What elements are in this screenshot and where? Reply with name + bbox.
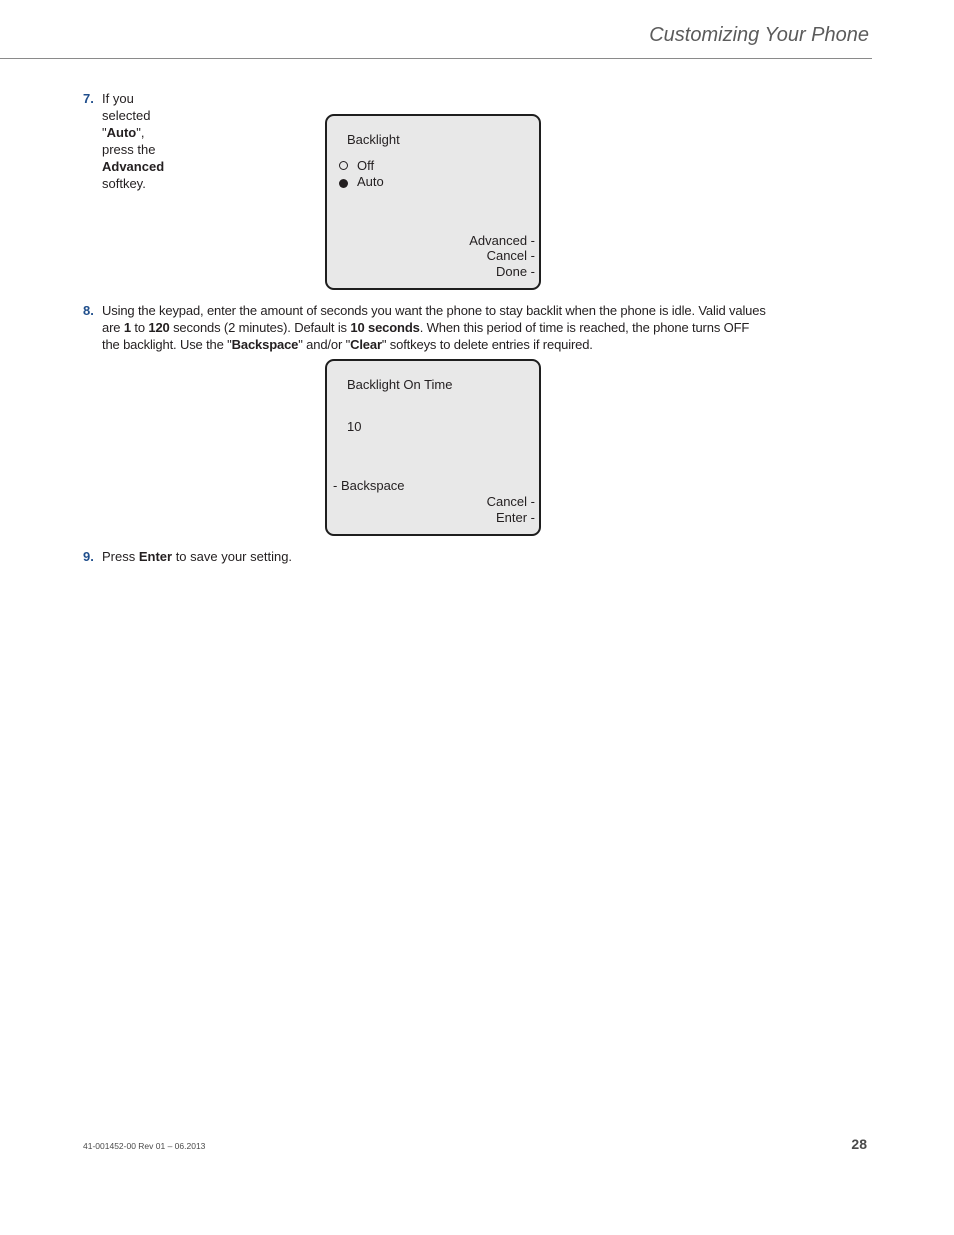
option-auto-label: Auto <box>357 174 384 189</box>
radio-selected-icon[interactable] <box>339 179 348 188</box>
radio-unselected-icon[interactable] <box>339 161 348 170</box>
footer-document-number: 41-001452-00 Rev 01 – 06.2013 <box>83 1141 206 1151</box>
option-off-label: Off <box>357 158 375 173</box>
screen-title: Backlight <box>347 132 400 147</box>
phone-screen-backlight-on-time <box>325 359 541 536</box>
step-number: 7. <box>83 91 94 106</box>
step-number: 9. <box>83 549 94 564</box>
footer-page-number: 28 <box>851 1136 867 1152</box>
softkey-done[interactable]: Done - <box>495 264 535 279</box>
step-text: Press Enter to save your setting. <box>102 549 293 564</box>
softkey-enter[interactable]: Enter - <box>495 510 535 525</box>
phone-screen-backlight <box>325 114 541 290</box>
screen-title: Backlight On Time <box>347 377 453 392</box>
step-text: Using the keypad, enter the amount of seconds you want the phone to stay backlit when the phone is idle. Valid values are 1 to 120 seconds (2 minutes). Default is 10 seconds. When this period of time is reached, the phone turns OFF the backlight. Use the "Backspace" and/or "Clear" softkeys to delete entries if required. <box>102 303 766 352</box>
softkey-backspace[interactable]: - Backspace <box>333 478 405 493</box>
softkey-cancel[interactable]: Cancel - <box>486 494 535 509</box>
header-divider <box>0 58 872 59</box>
page-header-title: Customizing Your Phone <box>649 24 869 46</box>
softkey-advanced[interactable]: Advanced - <box>469 233 535 248</box>
softkey-cancel[interactable]: Cancel - <box>486 248 535 263</box>
step-number: 8. <box>83 303 94 318</box>
step-text: If you selected "Auto", press the Advanced softkey. <box>102 91 165 191</box>
entered-value[interactable]: 10 <box>347 419 362 434</box>
